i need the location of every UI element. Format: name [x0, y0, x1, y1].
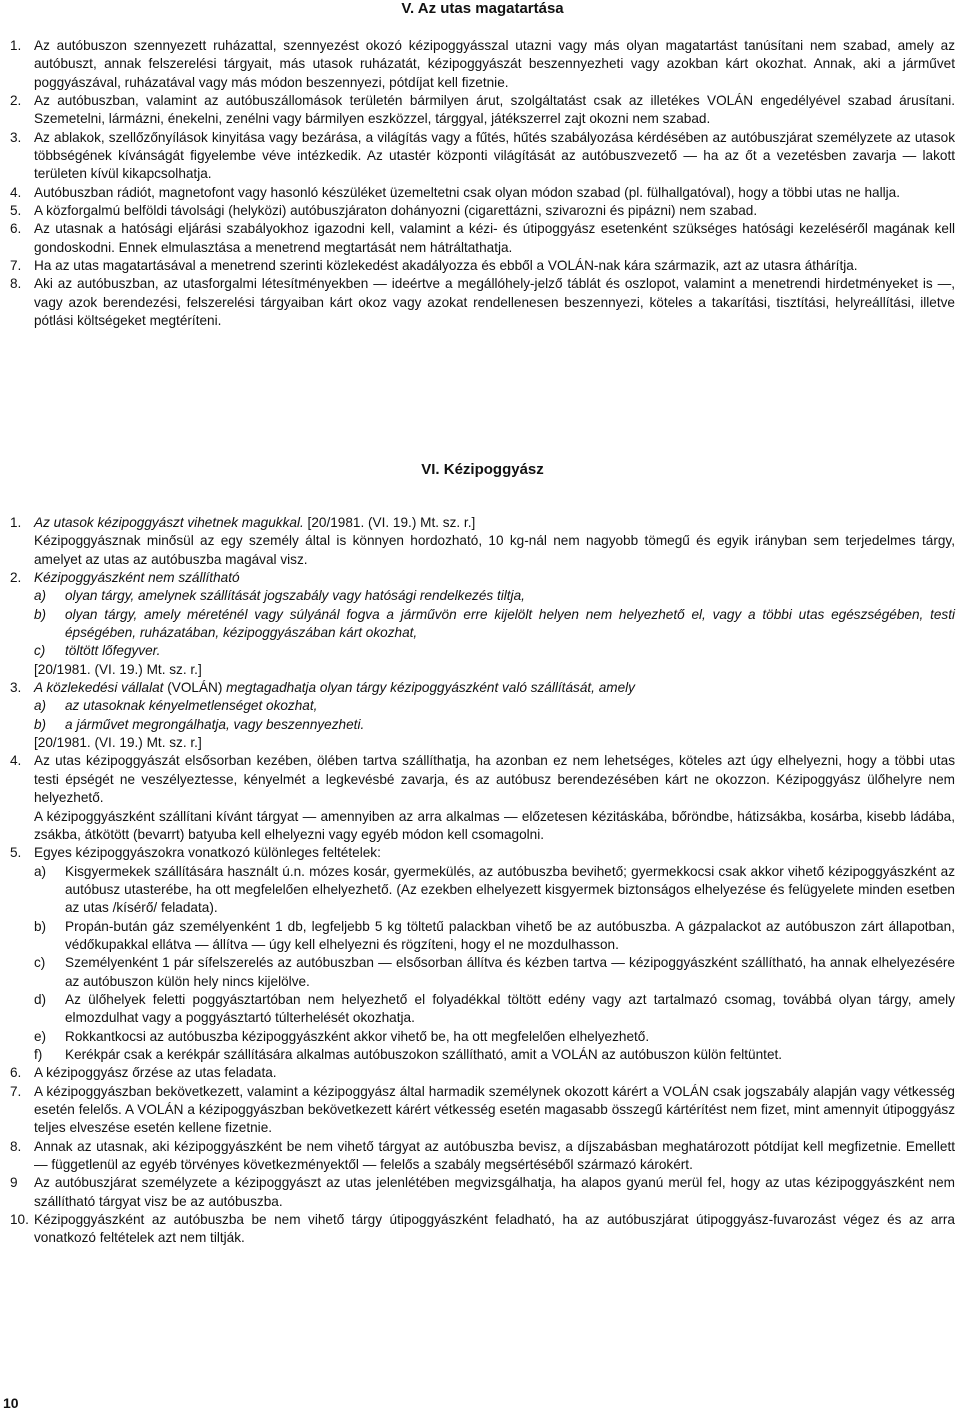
section-title-vi: VI. Kézipoggyász: [421, 461, 544, 478]
item-heading: Kézipoggyászként nem szállítható: [34, 570, 240, 586]
item-number: 7.: [10, 1083, 22, 1099]
list-item: [10, 1064, 955, 1082]
item-number: 5.: [10, 845, 22, 861]
list-item: [10, 752, 955, 844]
item-number: 3.: [10, 680, 22, 696]
item-text: A kézipoggyászban bekövetkezett, valamint a kézipoggyász által harmadik személynek okozott kárért a VOLÁN csak jogszabály alapján vagy vétkesség esetén felelős. A VOLÁN a kézipoggyászban bekövetkezett kárért vétkesség esetén magasabb összegű kártérítést nem fizet, mint amennyit útipoggyász teljes elveszése esetén kellene fizetnie.: [34, 1083, 955, 1136]
item-text: A közforgalmú belföldi távolsági (helyközi) autóbuszjáraton dohányozni (cigarettázni, szivarozni és pipázni) nem szabad.: [34, 203, 758, 219]
sub-letter: a): [34, 863, 47, 879]
sub-letter: e): [34, 1028, 47, 1044]
list-item: [10, 514, 955, 569]
list-item: [10, 202, 955, 220]
sub-text: Kisgyermekek szállítására használt ú.n. mózes kosár, gyermekülés, az autóbuszba bevihető; gyermekkocsi csak akkor vihető kézipoggyászként az autóbusz utasterébe, ha ott megfelelően elhelyezhető. (Az ezekben elhelyezett kisgyermek biztonságos elhelyezése és felügyelete minden esetben az utas /kísérő/ feladata).: [65, 863, 955, 916]
item-heading: Egyes kézipoggyászokra vonatkozó különleges feltételek:: [34, 845, 381, 861]
section-title-v: V. Az utas magatartása: [401, 0, 564, 17]
sub-text: Az ülőhelyek feletti poggyásztartóban nem helyezhető el folyadékkal töltött edény vagy azt tartalmazó csomag, továbbá olyan tárgy, amely elmozdulhat vagy a poggyásztartó túlterhelését okozhatja.: [65, 991, 955, 1026]
item-number: 6.: [10, 1065, 22, 1081]
sub-letter: b): [34, 606, 47, 622]
list-item: [10, 844, 955, 862]
sub-item: [10, 606, 955, 643]
sub-text: az utasoknak kényelmetlenséget okozhat,: [65, 698, 318, 714]
reference-text: [20/1981. (VI. 19.) Mt. sz. r.]: [34, 661, 202, 677]
item-text: Aki az autóbuszban, az utasforgalmi létesítményekben — ideértve a megállóhely-jelző táblát és oszlopot, valamint a menetrendi hirdetményeket is —, vagy azok berendezési, felszerelési tárgyaiban kárt okoz vagy azokat rendellenesen beszennyezi, köteles a takarítási, tisztítási, helyreállítási, illetve pótlási költségeket megtéríteni.: [34, 276, 955, 329]
item-heading: megtagadhatja olyan tárgy kézipoggyászként való szállítását, amely: [226, 680, 635, 696]
section-vi-body: [10, 514, 955, 1248]
list-item: [10, 679, 955, 697]
item-number: 3.: [10, 129, 22, 145]
item-text: Az utasnak a hatósági eljárási szabályokhoz igazodni kell, valamint a kézi- és útipoggyász esetenként szükséges hatósági kezeléséről magának kell gondoskodni. Ennek elmulasztása a menetrend megtartását nem hátráltathatja.: [34, 221, 955, 255]
item-number: 4.: [10, 184, 22, 200]
sub-item: [10, 863, 955, 918]
section-v-body: [10, 37, 955, 331]
item-text: A kézipoggyászként szállítani kívánt tárgyat — amennyiben az arra alkalmas — előzetesen kézitáskába, bőröndbe, hátizsákba, kosárba, kisebb ládába, zsákba, átkötött (bevarrt) batyuba kell elhelyezni vagy egyéb módon kell csomagolni.: [34, 808, 955, 842]
item-text: Az autóbuszon szennyezett ruházattal, szennyezést okozó kézipoggyásszal utazni vagy más olyan magatartást tanúsítani nem szabad, amely az autóbuszt, annak felszerelési tárgyait, más utasok ruházatát, kézipoggyászát beszennyezheti vagy azokban kárt okozhat. Annak, aki a járművet poggyászával, ruházatával vagy más módon beszennyezi, pótdíjat kell fizetnie.: [34, 38, 955, 90]
list-item: [10, 569, 955, 587]
legal-reference: [10, 661, 955, 679]
legal-reference: [10, 734, 955, 752]
list-item: [10, 257, 955, 275]
list-item: [10, 1083, 955, 1138]
item-text: Autóbuszban rádiót, magnetofont vagy hasonló készüléket üzemeltetni csak olyan módon szabad (pl. fülhallgatóval), hogy a többi utas ne hallja.: [34, 184, 901, 200]
item-text: Az ablakok, szellőzőnyílások kinyitása vagy bezárása, a világítás vagy a fűtés, hűtés szabályozása kérdésében az autóbuszjárat személyzete az utasok többségének kívánságát figyelembe véve intézkedik. Az utastér központi világítását az autóbuszvezető — ha az őt a vezetésben zavarja — lakott területen kívül kikapcsolhatja.: [34, 129, 955, 182]
item-heading-brand: (VOLÁN): [163, 680, 227, 696]
sub-letter: c): [34, 643, 46, 659]
sub-item: [10, 697, 955, 715]
item-text: Kézipoggyászként az autóbuszba be nem vihető tárgy útipoggyászként feladható, ha az autóbuszjárat útipoggyász-fuvarozást végez és az arra vonatkozó feltételek azt nem tiltják.: [34, 1212, 955, 1246]
sub-item: [10, 1046, 955, 1064]
sub-item: [10, 587, 955, 605]
list-item: [10, 129, 955, 184]
sub-letter: b): [34, 716, 47, 732]
sub-text: Személyenként 1 pár sífelszerelés az autóbuszban — elsősorban állítva és kézben tartva — kézipoggyászként szállítható, ha annak elhelyezésére az autóbuszon külön hely nincs kijelölve.: [65, 955, 955, 989]
sub-letter: f): [34, 1046, 43, 1062]
item-text: Az autóbuszban, valamint az autóbuszállomások területén bármilyen árut, szolgáltatást csak az illetékes VOLÁN engedélyével szabad árusítani. Szemetelni, lármázni, énekelni, zenélni vagy bármilyen eszközzel, tárggyal, játékszerrel zajt okozni nem szabad.: [34, 93, 955, 127]
sub-letter: a): [34, 698, 47, 714]
list-item: [10, 184, 955, 202]
item-text: Az utas kézipoggyászát elsősorban kezében, ölében tartva szállíthatja, ha azonban ez nem lehetséges, köteles azt úgy elhelyezni, hogy a többi utas testi épségét ne veszélyeztesse, kényelmét a legkevésbé zavarja, és az autóbusz berendezésében kárt ne okozzon. Kézipoggyász ülőhelyre nem helyezhető.: [34, 753, 955, 806]
sub-item: [10, 918, 955, 955]
item-text: Az autóbuszjárat személyzete a kézipoggyászt az utas jelenlétében megvizsgálhatja, ha alapos gyanú merül fel, hogy az utas kézipoggyászként nem szállítható tárgyat visz be az autóbuszba.: [34, 1175, 955, 1209]
item-number: 5.: [10, 203, 22, 219]
sub-letter: d): [34, 991, 47, 1007]
item-text: Kézipoggyásznak minősül az egy személy által is könnyen hordozható, 10 kg-nál nem nagyobb tömegű és egyik irányban sem terjedelmes tárgy, amelyet az utas az autóbuszba magával visz.: [34, 533, 955, 567]
sub-text: Kerékpár csak a kerékpár szállítására alkalmas autóbuszokon szállítható, amit a VOLÁN az autóbuszon külön feltüntet.: [65, 1046, 783, 1062]
item-text: Ha az utas magatartásával a menetrend szerinti közlekedést akadályozza és ebből a VOLÁN-nak kára származik, azt az utasra áthárítja.: [34, 258, 858, 274]
sub-item: [10, 1028, 955, 1046]
sub-letter: c): [34, 955, 46, 971]
item-number: 1.: [10, 515, 22, 530]
sub-item: [10, 991, 955, 1028]
list-item: [10, 1174, 955, 1211]
list-item: [10, 1211, 955, 1248]
item-heading: A közlekedési vállalat: [34, 680, 164, 696]
list-item: [10, 275, 955, 330]
sub-item: [10, 642, 955, 660]
item-number: 10.: [10, 1212, 29, 1228]
item-number: 8.: [10, 276, 22, 292]
list-item: [10, 220, 955, 257]
list-item: [10, 92, 955, 129]
sub-item: [10, 716, 955, 734]
item-number: 8.: [10, 1138, 22, 1154]
item-number: 1.: [10, 38, 22, 53]
item-number: 7.: [10, 258, 22, 274]
sub-letter: b): [34, 918, 47, 934]
list-item: [10, 37, 955, 92]
reference-text: [20/1981. (VI. 19.) Mt. sz. r.]: [34, 735, 202, 751]
item-text: [34, 514, 955, 532]
sub-text: Propán-bután gáz személyenként 1 db, legfeljebb 5 kg töltetű palackban vihető be az autóbuszba. A gázpalackot az autóbuszon zárt állapotban, védőkupakkal ellátva — állítva — úgy kell elhelyezni és rögzíteni, hogy el ne mozdulhasson.: [65, 918, 955, 952]
item-number: 4.: [10, 753, 22, 769]
sub-letter: a): [34, 588, 47, 604]
sub-text: Rokkantkocsi az autóbuszba kézipoggyászként akkor vihető be, ha ott megfelelően elhelyezhető.: [65, 1028, 650, 1044]
item-text: A kézipoggyász őrzése az utas feladata.: [34, 1065, 277, 1081]
sub-text: a járművet megrongálhatja, vagy beszennyezheti.: [65, 716, 365, 732]
sub-item: [10, 954, 955, 991]
item-number: 2.: [10, 570, 22, 586]
item-number: 2.: [10, 93, 22, 109]
document-page: [10, 0, 955, 1246]
item-number: 9: [10, 1175, 18, 1191]
item-number: 6.: [10, 221, 22, 237]
item-text: [34, 679, 955, 697]
sub-text: olyan tárgy, amelynek szállítását jogszabály vagy hatósági rendelkezés tiltja,: [65, 588, 525, 604]
item-heading: Az utasok kézipoggyászt vihetnek magukkal.: [34, 515, 304, 530]
legal-reference: [20/1981. (VI. 19.) Mt. sz. r.]: [303, 515, 476, 530]
item-text: Annak az utasnak, aki kézipoggyászként be nem vihető tárgyat az autóbuszba bevisz, a díjszabásban meghatározott pótdíjat kell megfizetnie. Emellett — függetlenül az egyéb törvényes következményektől — felelős a szabály megsértéséből származó károkért.: [34, 1138, 955, 1173]
page-number: 10: [3, 1395, 19, 1411]
sub-text: olyan tárgy, amely méreténél vagy súlyánál fogva a járművön erre kijelölt helyen nem helyezhető el, vagy a többi utas egészségében, testi épségében, ruházatában, kézipoggyászában kárt okozhat,: [65, 606, 955, 641]
list-item: [10, 1138, 955, 1175]
sub-text: töltött lőfegyver.: [65, 643, 161, 659]
